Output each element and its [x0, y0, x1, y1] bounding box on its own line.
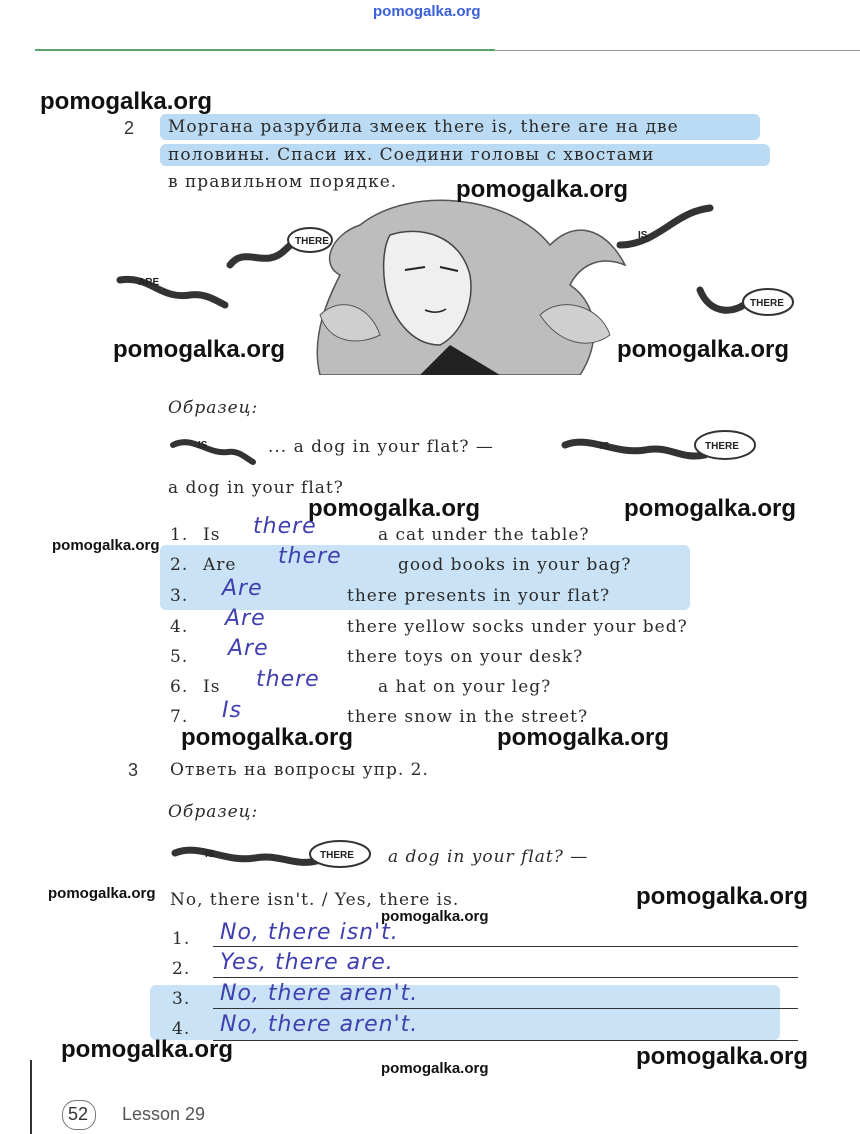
- item-text: good books in your bag?: [398, 555, 632, 575]
- exercise-number: 3: [128, 760, 139, 780]
- item-text: a hat on your leg?: [378, 677, 552, 697]
- page-number: 52: [68, 1104, 89, 1124]
- snake-label: IS: [198, 440, 208, 451]
- snake-label: THERE: [705, 441, 739, 452]
- sample-answer: a dog in your flat?: [168, 478, 344, 498]
- snake-label: THERE: [320, 850, 354, 861]
- watermark: pomogalka.org: [381, 1060, 489, 1077]
- watermark: pomogalka.org: [48, 885, 156, 902]
- item-number: 5.: [170, 647, 189, 667]
- item-text: there yellow socks under your bed?: [347, 617, 688, 637]
- morgana-illustration: [300, 195, 630, 375]
- watermark: pomogalka.org: [497, 724, 670, 751]
- sample-label: Образец:: [168, 398, 259, 418]
- item-text: there presents in your flat?: [347, 586, 611, 606]
- answer-number: 1.: [172, 929, 191, 949]
- sample-snake-whole: [560, 415, 760, 475]
- item-prefix: Are: [203, 555, 237, 575]
- watermark: pomogalka.org: [636, 883, 809, 910]
- snake-label: IS: [205, 849, 215, 860]
- watermark: pomogalka.org: [52, 537, 160, 554]
- top-watermark: pomogalka.org: [373, 3, 481, 20]
- lesson-label: Lesson 29: [122, 1104, 206, 1124]
- watermark: pomogalka.org: [113, 336, 286, 363]
- snake-is-tail: [610, 200, 720, 260]
- watermark: pomogalka.org: [456, 176, 629, 203]
- snake-there-head: [225, 215, 335, 275]
- item-number: 2.: [170, 555, 189, 575]
- exercise-number: 2: [124, 118, 135, 138]
- snake-label: THERE: [295, 236, 329, 247]
- watermark: pomogalka.org: [308, 495, 481, 522]
- sample-label: Образец:: [168, 802, 259, 822]
- item-text: there toys on your desk?: [347, 647, 584, 667]
- watermark: pomogalka.org: [624, 495, 797, 522]
- page-left-border: [30, 1060, 32, 1134]
- item-text: a cat under the table?: [378, 525, 590, 545]
- watermark: pomogalka.org: [40, 88, 213, 115]
- top-divider-tail: [495, 50, 860, 51]
- item-number: 7.: [170, 707, 189, 727]
- answer-handwritten: No, there isn't.: [220, 920, 399, 945]
- sample-snake-whole: [170, 828, 385, 878]
- snake-label: ARE: [138, 277, 160, 288]
- instruction-line: половины. Спаси их. Соедини головы с хвостами: [168, 145, 655, 165]
- top-divider: [35, 49, 495, 51]
- watermark: pomogalka.org: [61, 1036, 234, 1063]
- item-number: 4.: [170, 617, 189, 637]
- sample-snake-tail: [168, 430, 258, 466]
- snake-label: THERE: [750, 298, 784, 309]
- item-prefix: Is: [203, 677, 221, 697]
- answer-line: [213, 977, 798, 978]
- answer-handwritten: No, there aren't.: [220, 981, 419, 1006]
- item-text: there snow in the street?: [347, 707, 589, 727]
- answer-handwritten: Yes, there are.: [220, 950, 394, 975]
- item-number: 1.: [170, 525, 189, 545]
- answer-line: [213, 946, 798, 947]
- answer-handwritten: No, there aren't.: [220, 1012, 419, 1037]
- item-handwritten: Are: [225, 606, 266, 631]
- instruction-line: Моргана разрубила змеек there is, there are на две: [168, 117, 679, 137]
- answer-line: [213, 1040, 798, 1041]
- answer-number: 3.: [172, 989, 191, 1009]
- watermark: pomogalka.org: [617, 336, 790, 363]
- watermark: pomogalka.org: [181, 724, 354, 751]
- answer-number: 2.: [172, 959, 191, 979]
- watermark: pomogalka.org: [381, 908, 489, 925]
- sample-answer: No, there isn't. / Yes, there is.: [170, 890, 460, 910]
- item-number: 6.: [170, 677, 189, 697]
- snake-label: IS: [638, 230, 648, 241]
- snake-there-head-2: [690, 270, 805, 330]
- item-handwritten: there: [253, 514, 317, 539]
- item-prefix: Is: [203, 525, 221, 545]
- sample-question: a dog in your flat? —: [388, 847, 589, 867]
- item-handwritten: there: [256, 667, 320, 692]
- item-handwritten: Are: [222, 576, 263, 601]
- item-handwritten: there: [278, 544, 342, 569]
- answer-number: 4.: [172, 1019, 191, 1039]
- watermark: pomogalka.org: [636, 1043, 809, 1070]
- answer-line: [213, 1008, 798, 1009]
- item-number: 3.: [170, 586, 189, 606]
- instruction-line: Ответь на вопросы упр. 2.: [170, 760, 429, 780]
- instruction-line: в правильном порядке.: [168, 172, 398, 192]
- sample-question: ... a dog in your flat? —: [268, 437, 494, 457]
- item-handwritten: Are: [228, 636, 269, 661]
- snake-are-tail: [110, 265, 230, 315]
- item-handwritten: Is: [222, 698, 242, 723]
- snake-label: IS: [600, 441, 610, 452]
